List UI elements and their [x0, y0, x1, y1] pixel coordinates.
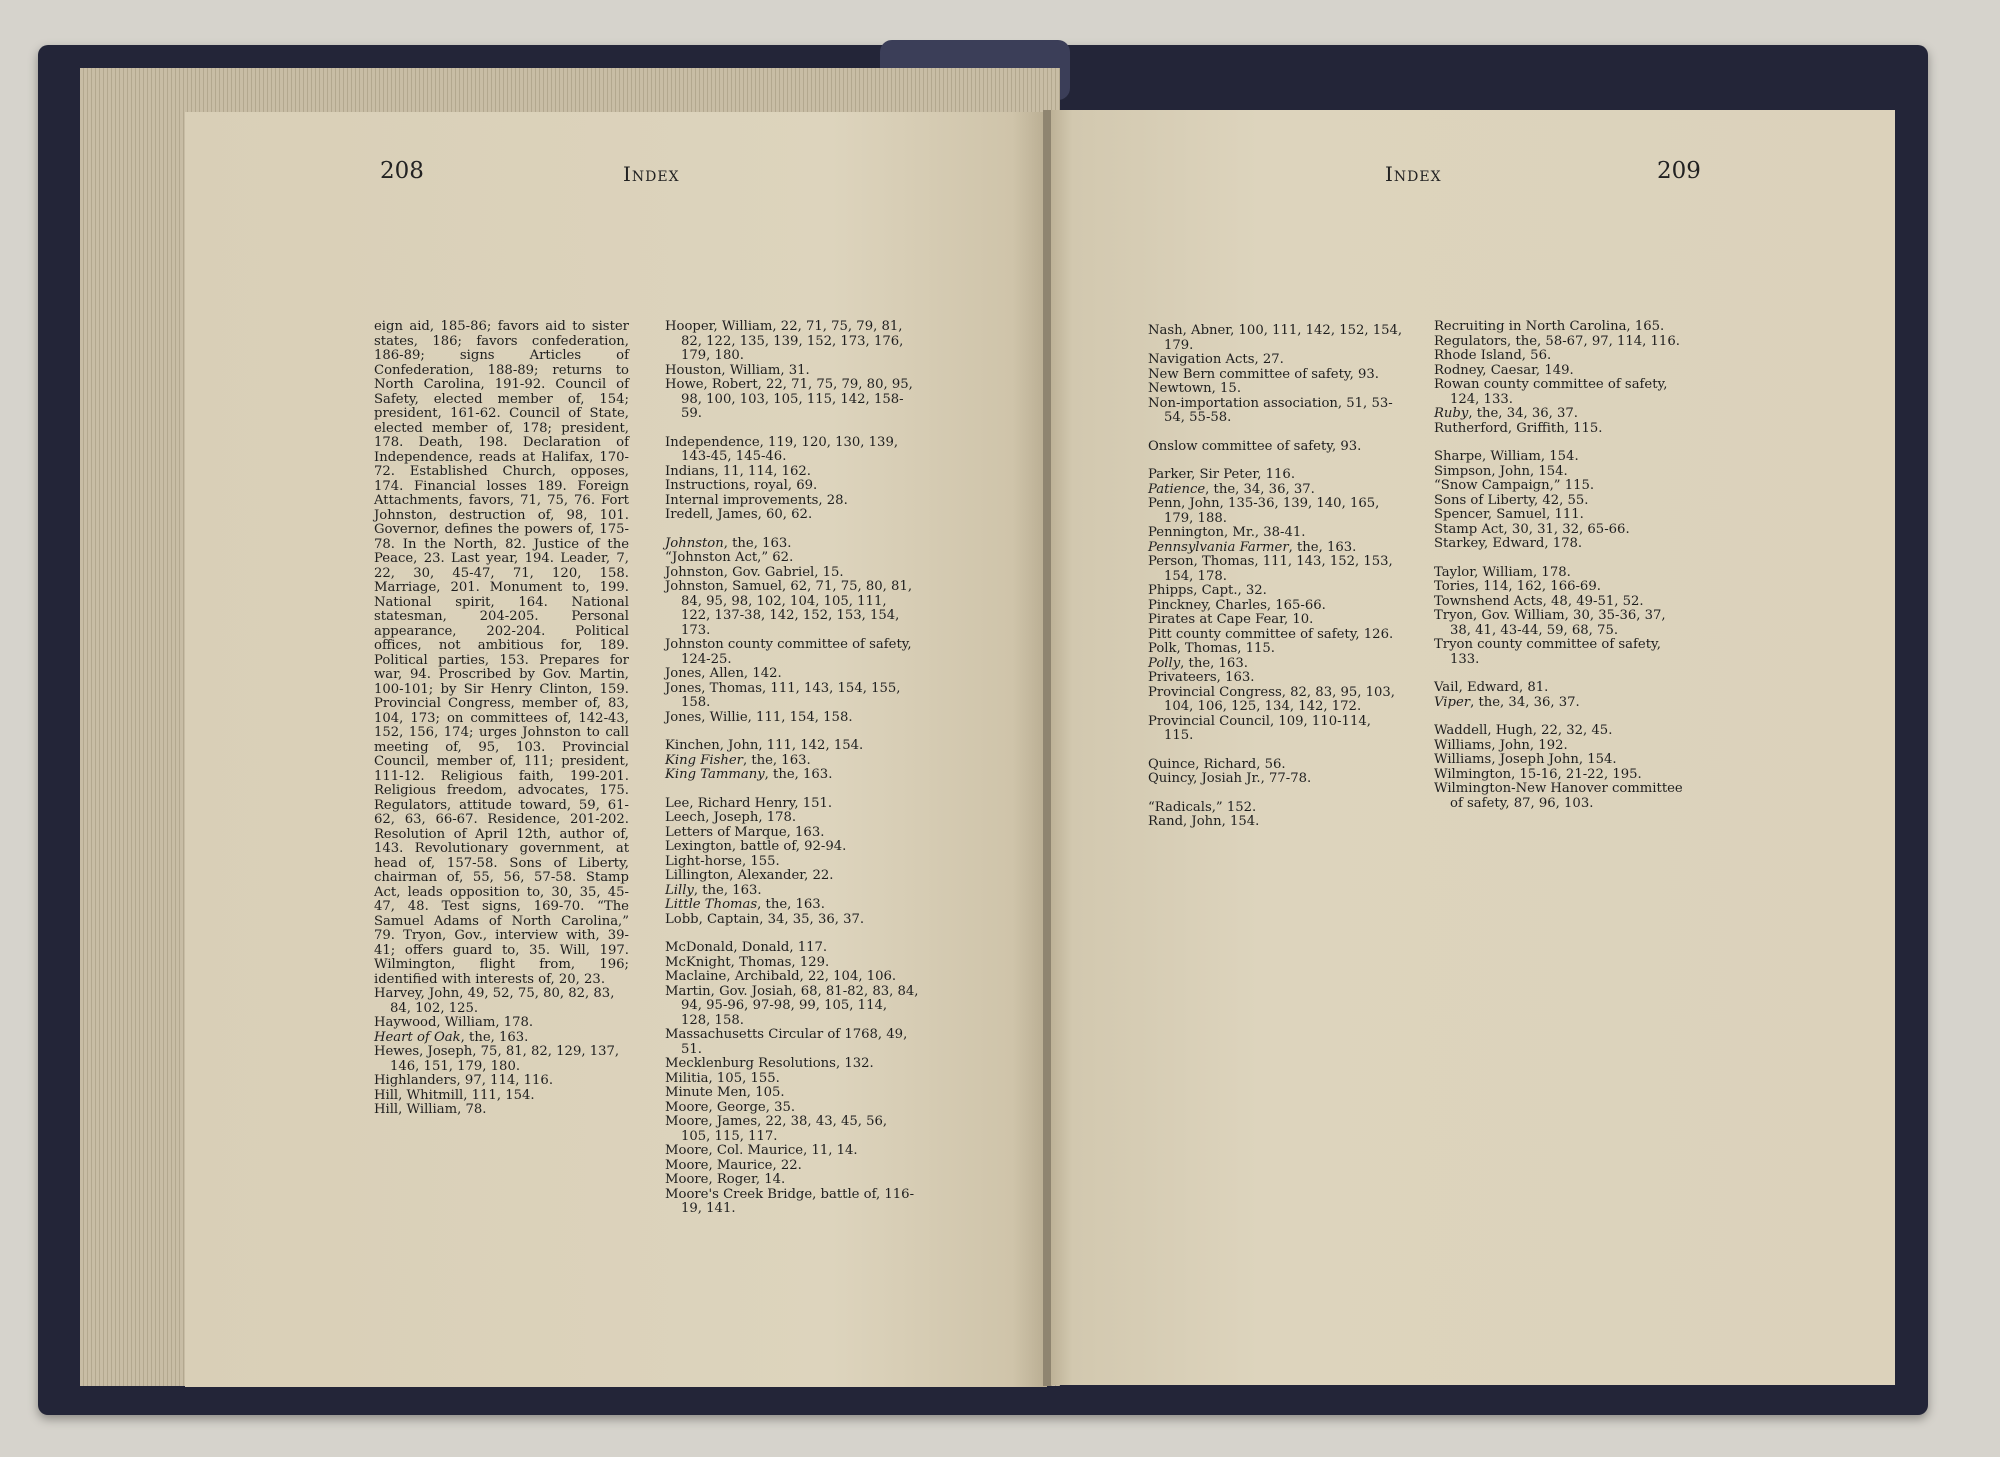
index-entry: Regulators, the, 58-67, 97, 114, 116. — [1434, 333, 1680, 349]
entry-gap — [1434, 710, 1689, 724]
index-entry: Hewes, Joseph, 75, 81, 82, 129, 137, 146, 151, 179, 180. — [374, 1044, 620, 1074]
index-entry: Lillington, Alexander, 22. — [665, 868, 834, 883]
index-entry: Moore, George, 35. — [665, 1099, 796, 1115]
book-gutter — [1043, 110, 1051, 1386]
index-entry: McKnight, Thomas, 129. — [665, 954, 830, 970]
index-entry: Haywood, William, 178. — [374, 1015, 534, 1030]
index-entry: Person, Thomas, 111, 143, 152, 153, 154, 178. — [1148, 554, 1393, 584]
index-entry: Martin, Gov. Josiah, 68, 81-82, 83, 84, 94, 95-96, 97-98, 99, 105, 114, 128, 158. — [665, 983, 919, 1028]
index-entry: Pirates at Cape Fear, 10. — [1148, 612, 1314, 627]
index-entry: Hooper, William, 22, 71, 75, 79, 81, 82, 122, 135, 139, 152, 173, 176, 179, 180. — [665, 319, 904, 363]
index-entry: Newtown, 15. — [1148, 381, 1242, 396]
index-entry: Heart of Oak, the, 163. — [374, 1029, 529, 1045]
index-entry: Privateers, 163. — [1148, 670, 1255, 685]
index-entry: Onslow committee of safety, 93. — [1148, 438, 1362, 454]
index-entry: Howe, Robert, 22, 71, 75, 79, 80, 95, 98, 100, 103, 105, 115, 142, 158-59. — [665, 377, 913, 421]
index-entry: Wilmington, 15-16, 21-22, 195. — [1434, 766, 1642, 782]
index-entry: Letters of Marque, 163. — [665, 824, 825, 840]
index-entry: Patience, the, 34, 36, 37. — [1148, 481, 1315, 497]
index-entry: Tories, 114, 162, 166-69. — [1434, 579, 1601, 594]
index-entry: Little Thomas, the, 163. — [665, 897, 825, 912]
right-running-head: Index — [1385, 162, 1442, 186]
index-entry: Tryon county committee of safety, 133. — [1434, 637, 1661, 667]
index-entry: Vail, Edward, 81. — [1434, 680, 1549, 695]
index-entry: Starkey, Edward, 178. — [1434, 536, 1583, 551]
index-entry: Parker, Sir Peter, 116. — [1148, 467, 1296, 482]
index-entry: Moore, James, 22, 38, 43, 45, 56, 105, 115, 117. — [665, 1114, 888, 1144]
index-entry: Sharpe, William, 154. — [1434, 449, 1579, 464]
index-entry: Tryon, Gov. William, 30, 35-36, 37, 38, 41, 43-44, 59, 68, 75. — [1434, 608, 1666, 638]
index-entry: Highlanders, 97, 114, 116. — [374, 1073, 554, 1088]
index-entry: Provincial Congress, 82, 83, 95, 103, 104, 106, 125, 134, 142, 172. — [1148, 684, 1396, 714]
index-entry: Rutherford, Griffith, 115. — [1434, 420, 1603, 436]
index-entry: Spencer, Samuel, 111. — [1434, 507, 1584, 522]
index-entry: Williams, Joseph John, 154. — [1434, 752, 1617, 767]
index-entry: Wilmington-New Hanover committee of safety, 87, 96, 103. — [1434, 781, 1683, 811]
index-entry: Sons of Liberty, 42, 55. — [1434, 492, 1589, 508]
index-entry: Johnston, Samuel, 62, 71, 75, 80, 81, 84, 95, 98, 102, 104, 105, 111, 122, 137-38, 142, 152, 153, 154, 173. — [665, 579, 913, 638]
index-entry: Jones, Allen, 142. — [665, 666, 782, 681]
index-entry: Quincy, Josiah Jr., 77-78. — [1148, 771, 1312, 786]
entry-gap — [1148, 787, 1403, 801]
index-entry: Militia, 105, 155. — [665, 1070, 780, 1086]
index-entry: Phipps, Capt., 32. — [1148, 583, 1267, 598]
index-entry: Minute Men, 105. — [665, 1085, 785, 1100]
index-entry: McDonald, Donald, 117. — [665, 940, 828, 955]
index-entry: Townshend Acts, 48, 49-51, 52. — [1434, 593, 1644, 609]
index-entry: Jones, Willie, 111, 154, 158. — [665, 709, 853, 725]
index-entry: Johnston, the, 163. — [665, 535, 792, 551]
index-entry: Provincial Council, 109, 110-114, 115. — [1148, 713, 1371, 743]
entry-gap — [1434, 667, 1689, 681]
index-entry: Moore, Col. Maurice, 11, 14. — [665, 1143, 858, 1158]
index-entry: “Snow Campaign,” 115. — [1434, 478, 1595, 493]
index-entry: Lilly, the, 163. — [665, 882, 762, 898]
index-entry: Pinckney, Charles, 165-66. — [1148, 597, 1326, 613]
index-entry: Williams, John, 192. — [1434, 737, 1568, 753]
index-entry: Lobb, Captain, 34, 35, 36, 37. — [665, 911, 865, 927]
index-entry: New Bern committee of safety, 93. — [1148, 366, 1379, 382]
index-entry: Moore, Maurice, 22. — [665, 1157, 802, 1173]
entry-gap — [665, 725, 920, 739]
entry-gap — [665, 523, 920, 537]
entry-gap — [1434, 552, 1689, 566]
index-entry: Kinchen, John, 111, 142, 154. — [665, 738, 864, 753]
index-column — [665, 320, 920, 1217]
index-entry: Mecklenburg Resolutions, 132. — [665, 1056, 874, 1071]
index-entry: Massachusetts Circular of 1768, 49, 51. — [665, 1027, 908, 1057]
index-entry: Instructions, royal, 69. — [665, 478, 818, 493]
index-entry: Johnston county committee of safety, 124-25. — [665, 637, 912, 667]
entry-gap — [1148, 426, 1403, 440]
entry-gap — [1434, 436, 1689, 450]
index-entry: Viper, the, 34, 36, 37. — [1434, 694, 1580, 710]
index-entry: Internal improvements, 28. — [665, 492, 848, 508]
index-entry: Taylor, William, 178. — [1434, 564, 1571, 580]
entry-gap — [1148, 744, 1403, 758]
index-entry: Polly, the, 163. — [1148, 655, 1248, 671]
index-entry: Hill, Whitmill, 111, 154. — [374, 1087, 535, 1103]
index-entry: King Fisher, the, 163. — [665, 752, 811, 768]
index-entry: Leech, Joseph, 178. — [665, 810, 797, 825]
index-entry: Independence, 119, 120, 130, 139, 143-45, 145-46. — [665, 434, 899, 464]
index-entry: Light-horse, 155. — [665, 853, 780, 869]
right-page-number: 209 — [1657, 158, 1701, 184]
index-column — [1434, 320, 1689, 811]
index-entry: Rodney, Caesar, 149. — [1434, 362, 1574, 378]
index-entry: Non-importation association, 51, 53-54, 55-58. — [1148, 395, 1393, 425]
index-entry: Rhode Island, 56. — [1434, 348, 1552, 363]
index-entry: Pennsylvania Farmer, the, 163. — [1148, 539, 1357, 555]
index-entry: Lee, Richard Henry, 151. — [665, 795, 833, 811]
index-entry: Maclaine, Archibald, 22, 104, 106. — [665, 969, 897, 984]
index-entry: Pennington, Mr., 38-41. — [1148, 525, 1306, 540]
index-entry: Ruby, the, 34, 36, 37. — [1434, 406, 1578, 421]
index-entry: Simpson, John, 154. — [1434, 463, 1568, 479]
index-entry: Harvey, John, 49, 52, 75, 80, 82, 83, 84, 102, 125. — [374, 986, 615, 1016]
index-entry: Quince, Richard, 56. — [1148, 756, 1286, 772]
index-entry: Polk, Thomas, 115. — [1148, 641, 1275, 656]
index-entry: Rowan county committee of safety, 124, 133. — [1434, 377, 1668, 407]
left-page-number: 208 — [380, 158, 424, 184]
index-entry: Moore's Creek Bridge, battle of, 116-19, 141. — [665, 1186, 915, 1216]
index-entry: Moore, Roger, 14. — [665, 1172, 786, 1187]
entry-gap — [665, 422, 920, 436]
index-entry: “Johnston Act,” 62. — [665, 550, 794, 565]
index-entry: Rand, John, 154. — [1148, 814, 1260, 829]
index-entry: Pitt county committee of safety, 126. — [1148, 626, 1394, 642]
index-entry: Penn, John, 135-36, 139, 140, 165, 179, 188. — [1148, 496, 1380, 526]
index-column — [1148, 324, 1403, 830]
index-entry: Houston, William, 31. — [665, 362, 810, 378]
index-entry: Johnston, Gov. Gabriel, 15. — [665, 564, 844, 580]
left-running-head: Index — [623, 162, 680, 186]
index-entry: Navigation Acts, 27. — [1148, 352, 1284, 367]
index-entry: Lexington, battle of, 92-94. — [665, 839, 847, 854]
index-entry: Waddell, Hugh, 22, 32, 45. — [1434, 723, 1613, 738]
index-entry: Recruiting in North Carolina, 165. — [1434, 319, 1665, 334]
index-entry: Jones, Thomas, 111, 143, 154, 155, 158. — [665, 680, 901, 710]
index-entry: Hill, William, 78. — [374, 1102, 487, 1117]
index-entry: King Tammany, the, 163. — [665, 767, 833, 782]
index-entry: Iredell, James, 60, 62. — [665, 507, 813, 522]
index-entry: “Radicals,” 152. — [1148, 799, 1257, 815]
entry-gap — [665, 783, 920, 797]
index-entry: Indians, 11, 114, 162. — [665, 463, 811, 479]
index-entry: Stamp Act, 30, 31, 32, 65-66. — [1434, 521, 1630, 537]
index-entry: eign aid, 185-86; favors aid to sister states, 186; favors confederation, 186-89; signs Articles of Confederation, 188-89; returns to North Carolina, 191-92. Council of Safety, elected member of, 154; president, 161-62. Council of State, elected member of, 178; president, 178. Death, 198. Declaration of Independence, reads at Halifax, 170-72. Established Church, opposes, 174. Financial losses 189. Foreign Attachments, favors, 71, 75, 76. Fort Johnston, destruction of, 98, 101. Governor, defines the powers of, 175-78. In the North, 82. Justice of the Peace, 23. Last year, 194. Leader, 7, 22, 30, 45-47, 71, 120, 158. Marriage, 201. Monument to, 199. National spirit, 164. National statesman, 204-205. Personal appearance, 202-204. Political offices, not ambitious for, 189. Political parties, 153. Prepares for war, 94. Proscribed by Gov. Martin, 100-101; by Sir Henry Clinton, 159. Provincial Congress, member of, 83, 104, 173; on committees of, 142-43, 152, 156, 174; urges Johnston to call meeting of, 95, 103. Provincial Council, member of, 111; president, 111-12. Religious faith, 199-201. Religious freedom, advocates, 175. Regulators, attitude toward, 59, 61-62, 63, 66-67. Residence, 201-202. Resolution of April 12th, author of, 143. Revolutionary government, at head of, 157-58. Sons of Liberty, chairman of, 55, 56, 57-58. Stamp Act, leads opposition to, 30, 35, 45-47, 48. Test signs, 169-70. “The Samuel Adams of North Carolina,” 79. Tryon, Gov., interview with, 39-41; offers guard to, 35. Will, 197. Wilmington, flight from, 196; identified with interests of, 20, 23. — [374, 319, 629, 987]
entry-gap — [1148, 454, 1403, 468]
index-entry: Nash, Abner, 100, 111, 142, 152, 154, 179. — [1148, 323, 1403, 353]
entry-gap — [665, 927, 920, 941]
index-column — [374, 320, 629, 1118]
